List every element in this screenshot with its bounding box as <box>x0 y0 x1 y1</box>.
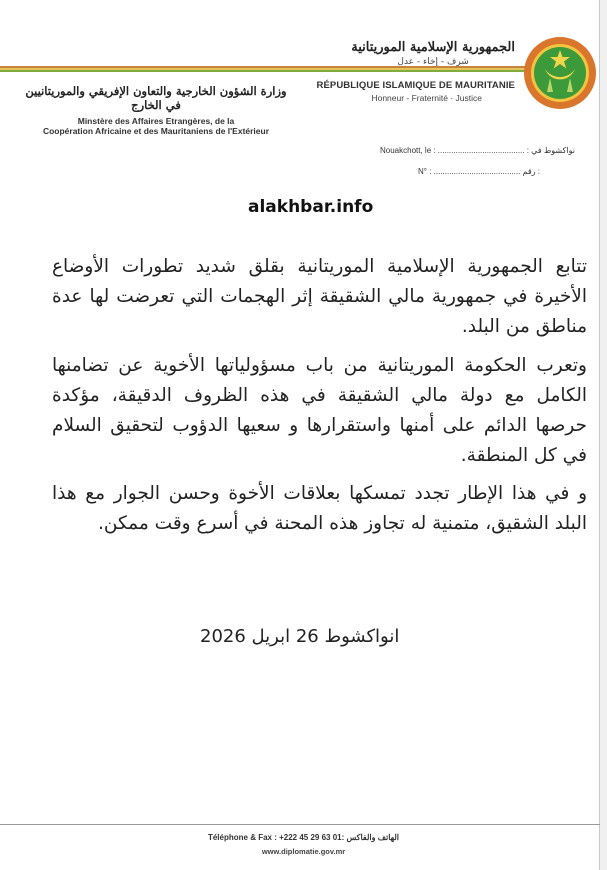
footer-website: www.diplomatie.gov.mr <box>261 847 346 856</box>
ministry-fr-line2: Coopération Africaine et des Mauritaniens de l'Extérieur <box>42 126 270 136</box>
ministry-header <box>18 84 294 136</box>
paragraph-3: و في هذا الإطار تجدد تمسكها بعلاقات الأخوة وحسن الجوار مع هذا البلد الشقيق، متمنية له تجاوز هذه المحنة في أسرع وقت ممكن. <box>52 483 587 534</box>
motto-fr: Honneur - Fraternité · Justice <box>371 93 482 103</box>
paragraph-2: وتعرب الحكومة الموريتانية من باب مسؤولياتها الأخوية عن تضامنها الكامل مع دولة مالي الشقيقة في هذه الظروف الدقيقة، مؤكدة حرصها الدائم على أمنها واستقرارها و سعيها الدؤوب لتحقيق السلام في كل المنطقة. <box>52 355 587 466</box>
country-header <box>351 40 515 67</box>
country-name-fr: RÉPUBLIQUE ISLAMIQUE DE MAURITANIE <box>316 80 515 91</box>
place-date-field: Nouakchott, le : ....................................... : نواكشوط في <box>380 146 575 155</box>
page-edge <box>599 0 607 870</box>
source-watermark: alakhbar.info <box>248 197 374 217</box>
footer-divider <box>0 824 600 825</box>
letterhead-stripe <box>0 66 535 74</box>
signature-date: انواكشوط 26 ابريل 2026 <box>200 626 400 647</box>
reference-number-field: N° : ....................................... رقم : <box>418 167 541 176</box>
national-emblem-icon <box>523 36 597 110</box>
motto-ar: شرف - إخاء - عدل <box>397 57 469 67</box>
footer-phone: Téléphone & Fax : +222 45 29 63 01: الهاتف والفاكس <box>207 833 400 842</box>
ministry-name-ar: وزارة الشؤون الخارجية والتعاون الإفريقي والموريتانيين في الخارج <box>25 84 287 112</box>
paragraph-1: تتابع الجمهورية الإسلامية الموريتانية بقلق شديد تطورات الأوضاع الأخيرة في جمهورية مالي الشقيقة إثر الهجمات التي تعرضت لها عدة مناطق من البلد. <box>52 256 587 337</box>
ministry-fr-line1: Minstère des Affaires Etrangères, de la <box>77 116 235 126</box>
ministry-name-fr <box>18 116 294 136</box>
country-name-ar: الجمهورية الإسلامية الموريتانية <box>351 40 515 55</box>
